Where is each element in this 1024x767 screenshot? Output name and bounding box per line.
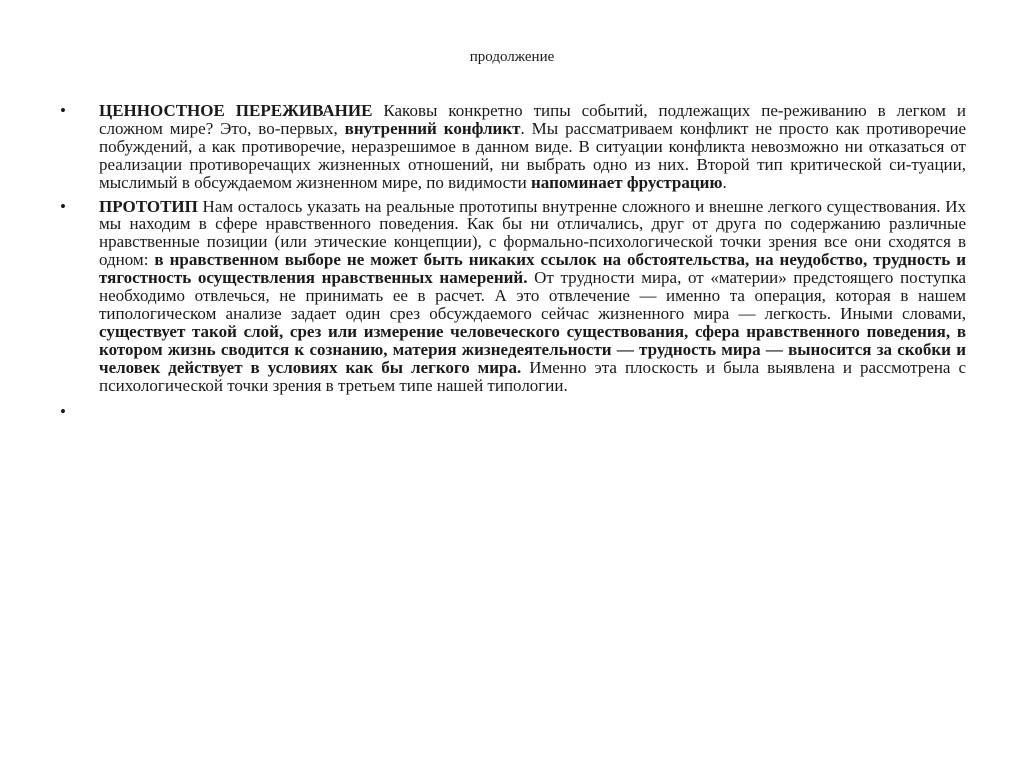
text-segment: От трудности мира, от «материи» предстоящего поступка необходимо отвлечься, не принимать ее в расчет. А это отвлечение — именно та операция, которая в нашем типологическом анализе задает один срез обсуждаемого сейчас жизненного мира — легкость. Иными словами, — [99, 268, 966, 323]
text-segment: Нам осталось указать на реальные прототипы внутренне сложного и внешне легкого существования. Их мы находим в сфере нравственного поведения. Как бы ни отличались, друг от друга по содержанию различные нравственные позиции (или этические концепции), с формально-психологической точки зрения все они сходятся в одном: — [99, 196, 966, 270]
bold-text-segment: ЦЕННОСТНОЕ ПЕРЕЖИВАНИЕ — [99, 101, 373, 120]
bullet-item — [60, 198, 966, 395]
bold-text-segment: существует такой слой, срез или измерение человеческого существования, сфера нравственного поведения, в котором жизнь сводится к сознанию, материя жизнедеятельности — трудность мира — выносится за скобки и человек действует в условиях как бы легкого мира. — [99, 321, 966, 377]
bold-text-segment: ПРОТОТИП — [99, 196, 198, 216]
bold-text-segment: внутренний конфликт — [344, 118, 521, 138]
bullet-text — [99, 197, 966, 395]
text-segment: . — [722, 172, 727, 192]
bold-text-segment: в нравственном выборе не может быть никаких ссылок на обстоятельства, на неудобство, трудность и тягостность осуществления нравственных намерений. — [99, 250, 966, 288]
bullet-dot-icon: • — [60, 401, 66, 421]
bullet-dot-icon: • — [60, 101, 66, 120]
bullet-dot-icon: • — [60, 196, 66, 216]
slide-title: продолжение — [469, 49, 555, 65]
text-segment: . Мы рассматриваем конфликт не просто как противоречие побуждений, а как противоречие, неразрешимое в данном виде. В ситуации конфликта невозможно ни отказаться от реализации противоречащих жизненных отношений, ни выбрать одно из них. Второй тип критической си-туации, мыслимый в обсуждаемом жизненном мире, по видимости — [99, 118, 966, 192]
bullet-text — [99, 101, 966, 192]
bullet-item — [60, 403, 966, 423]
text-segment: Именно эта плоскость и была выявлена и рассмотрена с психологической точки зрения в третьем типе нашей типологии. — [99, 357, 966, 395]
bold-text-segment: напоминает фрустрацию — [531, 172, 723, 192]
bullet-list — [60, 102, 966, 429]
text-segment: Каковы конкретно типы событий, подлежащих пе-реживанию в легком и сложном мире? Это, во-первых, — [99, 101, 966, 138]
bullet-item — [60, 102, 966, 192]
